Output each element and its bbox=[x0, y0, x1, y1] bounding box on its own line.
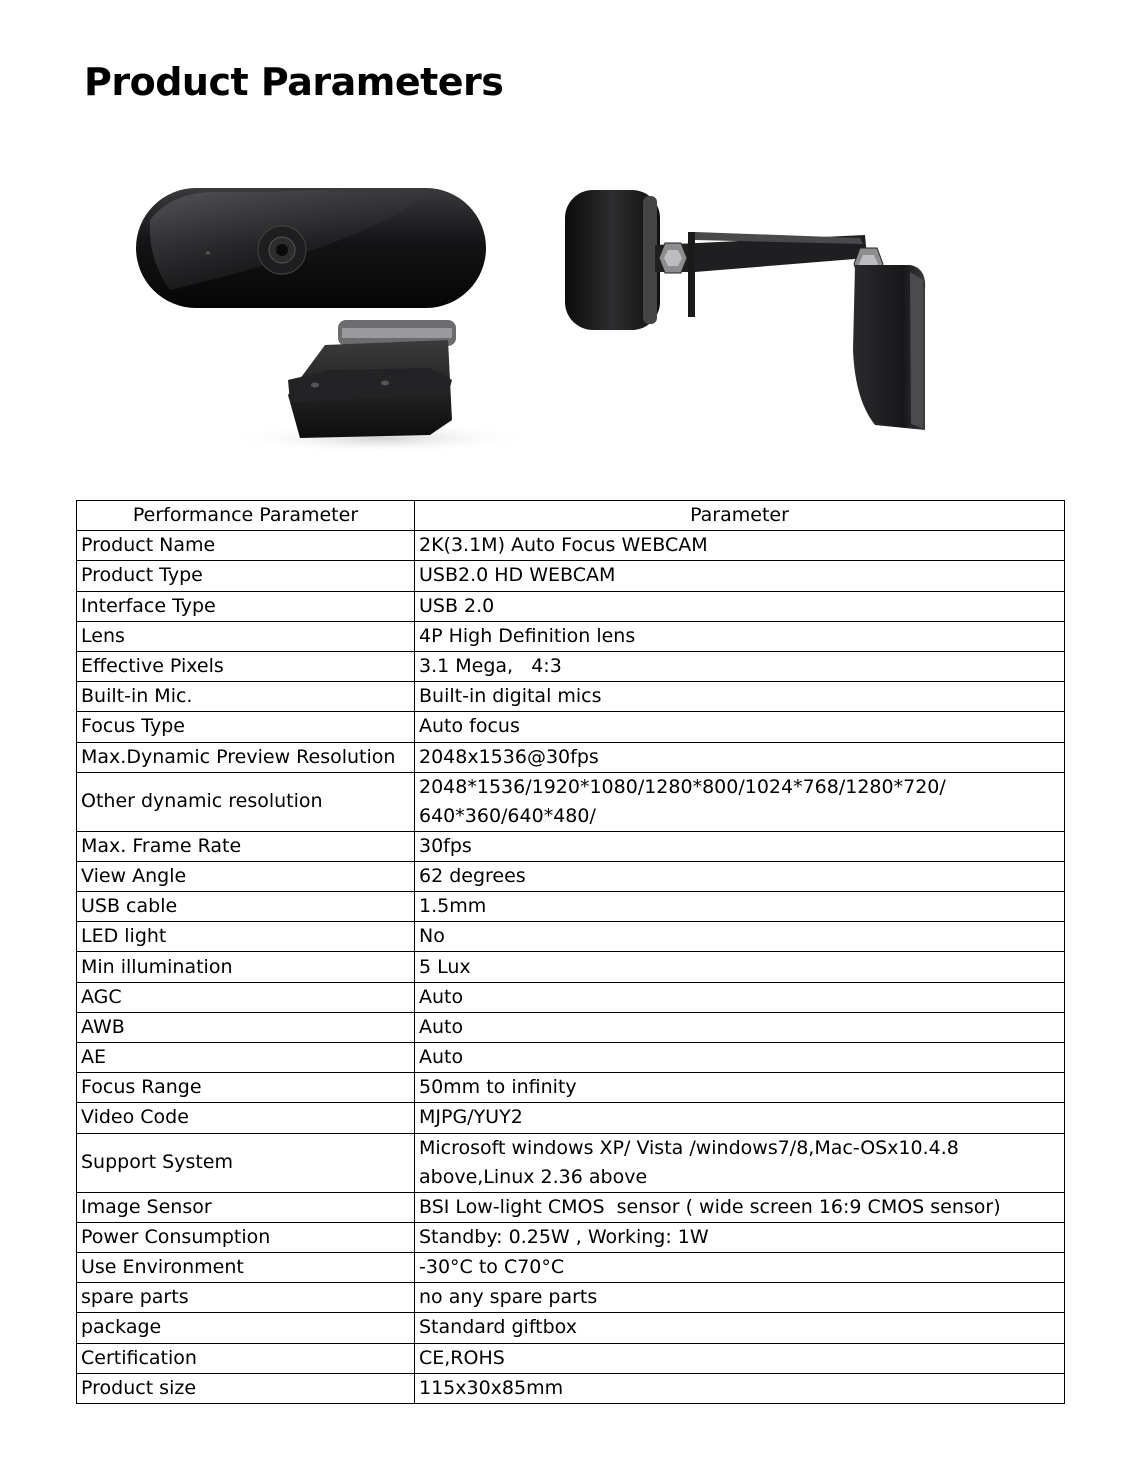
parameter-value: 1.5mm bbox=[415, 892, 1065, 922]
parameter-value-line: 2048*1536/1920*1080/1280*800/1024*768/1280*720/ bbox=[419, 775, 946, 798]
table-row bbox=[77, 1313, 1065, 1343]
column-header: Performance Parameter bbox=[77, 501, 415, 531]
parameter-value: CE,ROHS bbox=[415, 1343, 1065, 1373]
parameter-name: Image Sensor bbox=[77, 1192, 415, 1222]
parameter-value: Auto bbox=[415, 1012, 1065, 1042]
parameter-name: Max. Frame Rate bbox=[77, 831, 415, 861]
parameter-value: 3.1 Mega, 4:3 bbox=[415, 651, 1065, 681]
parameter-value: -30°C to C70°C bbox=[415, 1252, 1065, 1282]
parameter-value bbox=[415, 1133, 1065, 1192]
page-title: Product Parameters bbox=[84, 60, 504, 104]
parameter-name: Interface Type bbox=[77, 591, 415, 621]
parameter-value: 50mm to infinity bbox=[415, 1073, 1065, 1103]
parameter-value: 2K(3.1M) Auto Focus WEBCAM bbox=[415, 531, 1065, 561]
parameter-name: Product Type bbox=[77, 561, 415, 591]
webcam-side-photo bbox=[555, 180, 940, 440]
parameter-value: 5 Lux bbox=[415, 952, 1065, 982]
parameter-value: Built-in digital mics bbox=[415, 682, 1065, 712]
table-row bbox=[77, 561, 1065, 591]
parameter-value: 2048x1536@30fps bbox=[415, 742, 1065, 772]
parameter-name: Video Code bbox=[77, 1103, 415, 1133]
table-row bbox=[77, 1283, 1065, 1313]
webcam-front-photo bbox=[130, 180, 530, 460]
table-row bbox=[77, 952, 1065, 982]
parameter-name: Other dynamic resolution bbox=[77, 772, 415, 831]
table-row bbox=[77, 1043, 1065, 1073]
table-row bbox=[77, 922, 1065, 952]
parameter-name: Certification bbox=[77, 1343, 415, 1373]
parameter-name: Power Consumption bbox=[77, 1222, 415, 1252]
parameter-name: AWB bbox=[77, 1012, 415, 1042]
column-header: Parameter bbox=[415, 501, 1065, 531]
parameter-value: 62 degrees bbox=[415, 861, 1065, 891]
parameter-name: Focus Type bbox=[77, 712, 415, 742]
table-row bbox=[77, 772, 1065, 831]
parameter-name: Effective Pixels bbox=[77, 651, 415, 681]
table-row bbox=[77, 742, 1065, 772]
parameter-name: Use Environment bbox=[77, 1252, 415, 1282]
parameter-value: No bbox=[415, 922, 1065, 952]
parameter-value-line: above,Linux 2.36 above bbox=[419, 1165, 648, 1188]
parameter-name: Built-in Mic. bbox=[77, 682, 415, 712]
parameter-value: Standard giftbox bbox=[415, 1313, 1065, 1343]
table-row bbox=[77, 651, 1065, 681]
parameter-value-line: Microsoft windows XP/ Vista /windows7/8,Mac-OSx10.4.8 bbox=[419, 1136, 959, 1159]
table-row bbox=[77, 1252, 1065, 1282]
parameter-name: Focus Range bbox=[77, 1073, 415, 1103]
table-row bbox=[77, 1012, 1065, 1042]
table-row bbox=[77, 1133, 1065, 1192]
table-row bbox=[77, 712, 1065, 742]
parameter-value: Standby: 0.25W , Working: 1W bbox=[415, 1222, 1065, 1252]
parameter-name: Product size bbox=[77, 1373, 415, 1403]
parameter-value: 115x30x85mm bbox=[415, 1373, 1065, 1403]
parameter-name: View Angle bbox=[77, 861, 415, 891]
table-row bbox=[77, 1192, 1065, 1222]
table-row bbox=[77, 861, 1065, 891]
parameter-name: AE bbox=[77, 1043, 415, 1073]
parameter-value-line: 640*360/640*480/ bbox=[419, 804, 596, 827]
parameter-name: Lens bbox=[77, 621, 415, 651]
parameter-name: package bbox=[77, 1313, 415, 1343]
table-row bbox=[77, 531, 1065, 561]
parameter-name: AGC bbox=[77, 982, 415, 1012]
parameter-value: USB2.0 HD WEBCAM bbox=[415, 561, 1065, 591]
parameter-name: Product Name bbox=[77, 531, 415, 561]
parameter-name: Support System bbox=[77, 1133, 415, 1192]
table-row bbox=[77, 1103, 1065, 1133]
table-row bbox=[77, 682, 1065, 712]
table-row bbox=[77, 982, 1065, 1012]
table-row bbox=[77, 621, 1065, 651]
table-row bbox=[77, 591, 1065, 621]
spec-table bbox=[76, 500, 1065, 1404]
parameter-value: 30fps bbox=[415, 831, 1065, 861]
parameter-name: LED light bbox=[77, 922, 415, 952]
parameter-value: no any spare parts bbox=[415, 1283, 1065, 1313]
parameter-name: Min illumination bbox=[77, 952, 415, 982]
parameter-value: BSI Low-light CMOS sensor ( wide screen 16:9 CMOS sensor) bbox=[415, 1192, 1065, 1222]
table-row bbox=[77, 1222, 1065, 1252]
table-header-row bbox=[77, 501, 1065, 531]
parameter-name: Max.Dynamic Preview Resolution bbox=[77, 742, 415, 772]
parameter-name: spare parts bbox=[77, 1283, 415, 1313]
parameter-value: Auto bbox=[415, 1043, 1065, 1073]
parameter-name: USB cable bbox=[77, 892, 415, 922]
table-row bbox=[77, 1073, 1065, 1103]
parameter-value: USB 2.0 bbox=[415, 591, 1065, 621]
table-row bbox=[77, 892, 1065, 922]
parameter-value: 4P High Definition lens bbox=[415, 621, 1065, 651]
table-row bbox=[77, 1343, 1065, 1373]
parameter-value: Auto bbox=[415, 982, 1065, 1012]
parameter-value: MJPG/YUY2 bbox=[415, 1103, 1065, 1133]
parameter-value: Auto focus bbox=[415, 712, 1065, 742]
table-row bbox=[77, 1373, 1065, 1403]
parameter-value bbox=[415, 772, 1065, 831]
table-row bbox=[77, 831, 1065, 861]
